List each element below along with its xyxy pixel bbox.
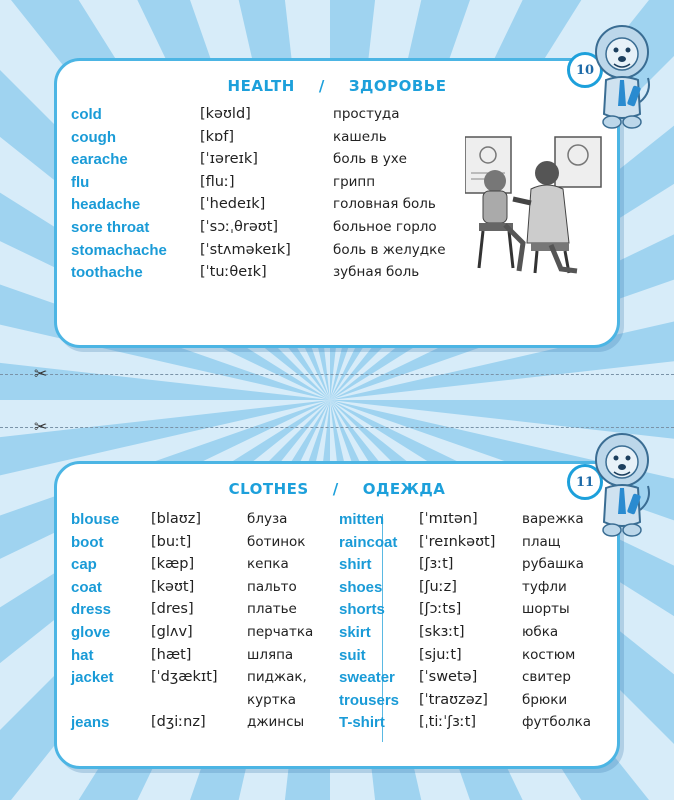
word-transcription: [ˈstʌməkeɪk] — [200, 241, 291, 258]
word-english: stomachache — [71, 241, 167, 259]
title-separator: / — [332, 480, 339, 498]
word-english: T-shirt — [339, 714, 385, 732]
title-separator: / — [318, 77, 325, 95]
word-english: coat — [71, 578, 102, 596]
word-russian: куртка — [247, 691, 297, 708]
word-russian: боль в ухе — [333, 151, 407, 168]
word-english: jeans — [71, 714, 110, 732]
page-number: 10 — [575, 62, 595, 78]
title-ru: ЗДОРОВЬЕ — [348, 77, 447, 95]
word-english: glove — [71, 624, 111, 641]
word-transcription: [ˈɪəreɪk] — [200, 151, 258, 168]
word-russian: ботинок — [247, 533, 306, 550]
word-russian: туфли — [522, 578, 567, 595]
word-russian: больное горло — [333, 219, 437, 235]
word-english: skirt — [339, 624, 371, 641]
clothes-card — [54, 461, 620, 769]
word-transcription: [kəʊld] — [200, 106, 251, 122]
word-russian: простуда — [333, 106, 400, 122]
word-russian: шляпа — [247, 646, 294, 663]
word-russian: пиджак, — [247, 669, 307, 686]
word-english: toothache — [71, 264, 143, 282]
lion-mascot-icon — [584, 430, 656, 542]
doctor-patient-illustration — [465, 133, 605, 278]
word-russian: зубная боль — [333, 264, 420, 281]
word-transcription: [ʃuːz] — [419, 578, 457, 595]
word-transcription: [dʒiːnz] — [151, 714, 206, 731]
cut-line-top — [0, 374, 674, 375]
word-transcription: [glʌv] — [151, 624, 193, 640]
word-russian: костюм — [522, 646, 576, 663]
word-english: trousers — [339, 691, 400, 709]
word-russian: пальто — [247, 578, 297, 595]
word-transcription: [skɜːt] — [419, 624, 465, 640]
word-english: blouse — [71, 511, 120, 528]
word-russian: брюки — [522, 691, 568, 708]
word-english: dress — [71, 601, 112, 619]
word-english: mitten — [339, 511, 384, 528]
word-english: headache — [71, 196, 141, 214]
word-transcription: [dres] — [151, 601, 194, 618]
word-english: shoes — [339, 578, 383, 596]
scissors-icon: ✂ — [34, 364, 48, 383]
word-russian: шорты — [522, 601, 570, 618]
word-russian: кашель — [333, 128, 387, 145]
word-transcription: [kæp] — [151, 556, 195, 573]
title-en: HEALTH — [227, 77, 295, 95]
page-number: 11 — [575, 474, 595, 490]
word-english: cough — [71, 128, 116, 146]
word-transcription: [sjuːt] — [419, 646, 462, 663]
word-english: hat — [71, 646, 94, 664]
word-russian: футболка — [522, 714, 592, 731]
word-english: shirt — [339, 556, 372, 574]
word-english: sweater — [339, 669, 395, 687]
cut-line-bottom — [0, 427, 674, 428]
word-transcription: [hæt] — [151, 646, 192, 663]
word-transcription: [ˈsɔːˌθrəʊt] — [200, 219, 279, 235]
word-transcription: [ˈhedeɪk] — [200, 196, 266, 213]
word-russian: кепка — [247, 556, 289, 573]
word-transcription: [ˈtraʊzəz] — [419, 691, 488, 708]
word-transcription: [kəʊt] — [151, 578, 195, 595]
word-english: cap — [71, 556, 97, 574]
word-transcription: [ʃɜːt] — [419, 556, 454, 573]
word-russian: джинсы — [247, 714, 305, 731]
word-english: suit — [339, 646, 366, 664]
word-russian: плащ — [522, 533, 561, 550]
word-transcription: [ˈtuːθeɪk] — [200, 264, 267, 281]
word-russian: грипп — [333, 173, 376, 190]
word-russian: перчатка — [247, 624, 314, 640]
lion-mascot-icon — [584, 22, 656, 134]
word-russian: варежка — [522, 511, 584, 527]
word-english: earache — [71, 151, 128, 169]
section-title — [57, 77, 617, 95]
word-transcription: [ˈdʒækɪt] — [151, 669, 218, 686]
word-russian: боль в желудке — [333, 241, 446, 258]
word-english: flu — [71, 173, 90, 191]
word-russian: блуза — [247, 511, 288, 527]
word-russian: платье — [247, 601, 297, 618]
title-ru: ОДЕЖДА — [362, 480, 446, 498]
scissors-icon: ✂ — [34, 417, 48, 436]
word-transcription: [buːt] — [151, 533, 192, 550]
word-english: boot — [71, 533, 104, 551]
word-transcription: [kɒf] — [200, 128, 235, 145]
word-transcription: [fluː] — [200, 173, 235, 190]
word-russian: юбка — [522, 624, 559, 640]
word-transcription: [ˌtiːˈʃɜːt] — [419, 714, 477, 731]
word-english: sore throat — [71, 219, 150, 236]
word-transcription: [ʃɔːts] — [419, 601, 462, 618]
health-card — [54, 58, 620, 348]
word-english: shorts — [339, 601, 385, 619]
section-title — [57, 480, 617, 498]
title-en: CLOTHES — [228, 480, 309, 498]
word-russian: головная боль — [333, 196, 436, 213]
word-english: raincoat — [339, 533, 398, 551]
word-transcription: [ˈswetə] — [419, 669, 478, 686]
word-russian: свитер — [522, 669, 571, 686]
word-russian: рубашка — [522, 556, 584, 573]
word-transcription: [blaʊz] — [151, 511, 201, 527]
word-english: jacket — [71, 669, 114, 687]
word-transcription: [ˈreɪnkəʊt] — [419, 533, 496, 550]
word-transcription: [ˈmɪtən] — [419, 511, 478, 527]
word-english: cold — [71, 106, 102, 123]
